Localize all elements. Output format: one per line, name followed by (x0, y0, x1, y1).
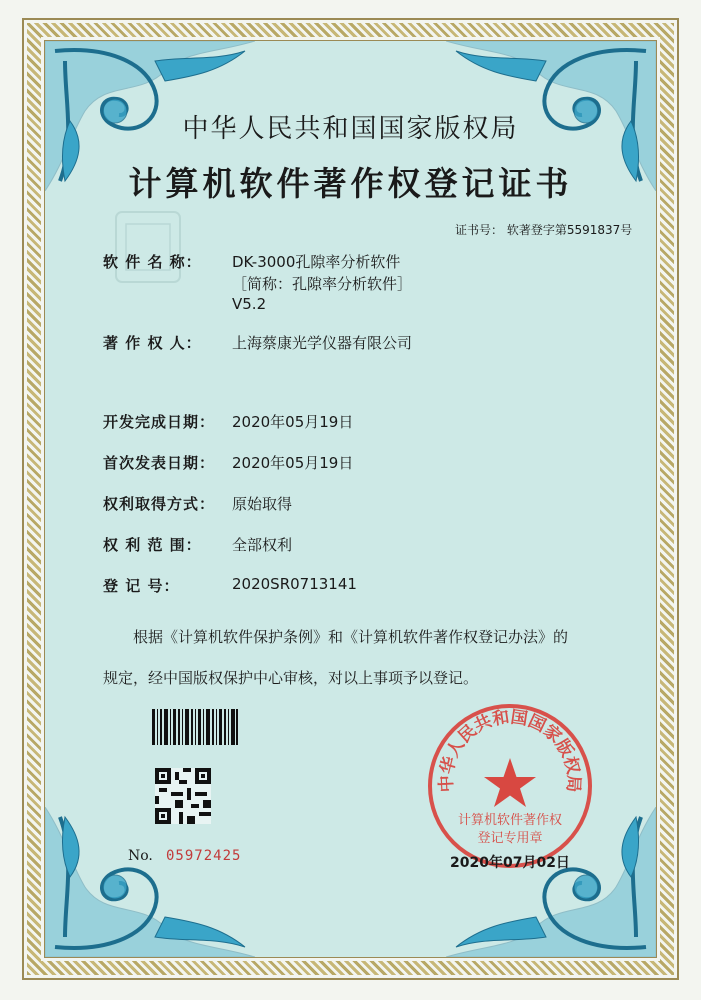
official-seal (424, 700, 596, 872)
serial-number-label: No. (128, 848, 153, 864)
software-name-value: DK-3000孔隙率分析软件 (232, 253, 401, 271)
acquisition-method-label: 权利取得方式： (103, 495, 216, 513)
embossed-stamp-mark (112, 208, 184, 286)
development-date-label: 开发完成日期： (103, 413, 216, 431)
issuer-heading: 中华人民共和国国家版权局 (182, 114, 519, 144)
corner-ornament-bottom-left (45, 807, 255, 957)
statement-line-1: 根据《计算机软件保护条例》和《计算机软件著作权登记办法》的 (133, 628, 569, 646)
development-date-value: 2020年05月19日 (232, 413, 354, 431)
certificate-title: 计算机软件著作权登记证书 (128, 164, 573, 203)
software-name-label: 软 件 名 称： (103, 253, 202, 271)
rights-scope-value: 全部权利 (232, 536, 293, 554)
statement-line-2: 规定，经中国版权保护中心审核，对以上事项予以登记。 (103, 669, 479, 687)
seal-line-1: 计算机软件著作权 (457, 813, 563, 828)
serial-number-value: 05972425 (166, 848, 242, 864)
qr-code (155, 768, 211, 824)
issue-date: 2020年07月02日 (450, 855, 570, 871)
registration-number-label: 登 记 号： (103, 577, 180, 595)
publication-date-label: 首次发表日期： (103, 454, 216, 472)
software-short-name-value: ［简称：孔隙率分析软件］ (232, 275, 413, 293)
seal-line-2: 登记专用章 (477, 831, 543, 846)
publication-date-value: 2020年05月19日 (232, 454, 354, 472)
certificate-number: 证书号： 软著登字第5591837号 (455, 223, 633, 237)
barcode (152, 709, 238, 745)
acquisition-method-value: 原始取得 (232, 495, 293, 513)
copyright-owner-value: 上海蔡康光学仪器有限公司 (232, 334, 413, 352)
rights-scope-label: 权 利 范 围： (103, 536, 202, 554)
seal-arc-text: 中华人民共和国国家版权局 (436, 707, 584, 793)
registration-number-value: 2020SR0713141 (232, 575, 357, 593)
copyright-owner-label: 著 作 权 人： (103, 334, 202, 352)
seal-star-icon (484, 758, 536, 807)
software-version-value: V5.2 (232, 295, 267, 313)
